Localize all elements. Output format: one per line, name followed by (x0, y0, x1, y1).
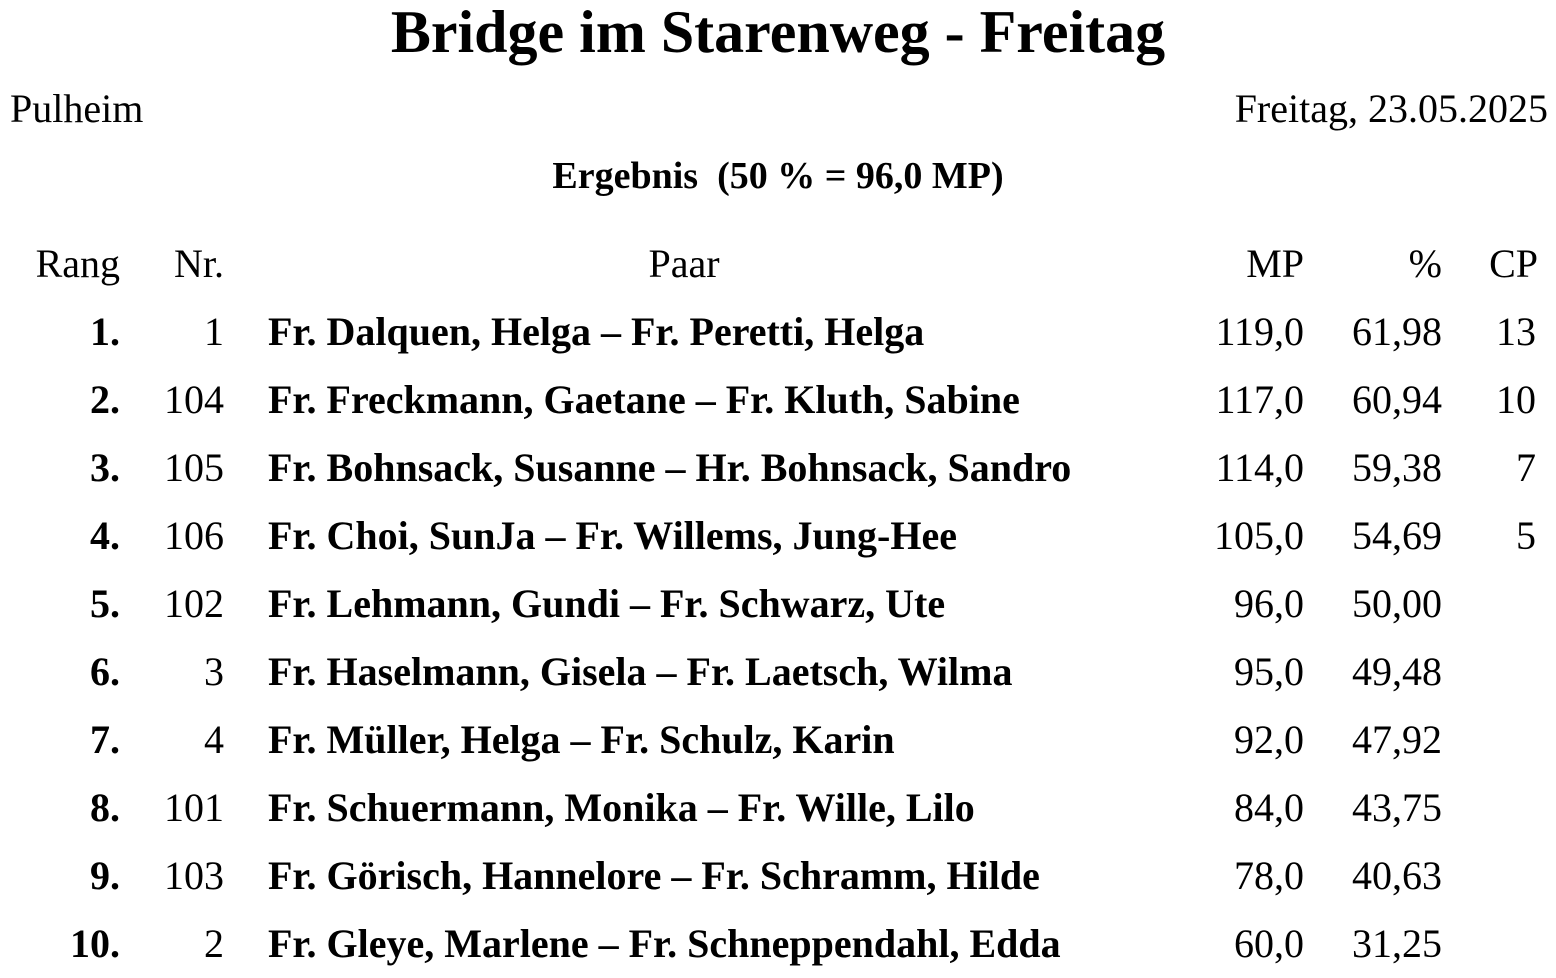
percent-cell: 50,00 (1352, 581, 1442, 626)
clubpoints-cell: 13 (1496, 309, 1536, 354)
matchpoints-cell: 96,0 (1234, 581, 1304, 626)
percent-cell: 47,92 (1352, 717, 1442, 762)
pair-number-cell: 2 (204, 921, 224, 966)
pair-names-cell: Fr. Gleye, Marlene – Fr. Schneppendahl, Edda (268, 921, 1061, 966)
rank-cell: 1. (90, 309, 120, 354)
percent-cell: 60,94 (1352, 377, 1442, 422)
matchpoints-cell: 95,0 (1234, 649, 1304, 694)
matchpoints-cell: 60,0 (1234, 921, 1304, 966)
result-subtitle: Ergebnis (50 % = 96,0 MP) (552, 155, 1004, 197)
pair-names-cell: Fr. Dalquen, Helga – Fr. Peretti, Helga (268, 309, 925, 354)
pair-names-cell: Fr. Freckmann, Gaetane – Fr. Kluth, Sabine (268, 377, 1020, 422)
matchpoints-cell: 117,0 (1215, 377, 1304, 422)
column-header-paar: Paar (648, 241, 720, 286)
rank-cell: 2. (90, 377, 120, 422)
page-title: Bridge im Starenweg - Freitag (390, 0, 1166, 65)
rank-cell: 5. (90, 581, 120, 626)
percent-cell: 54,69 (1352, 513, 1442, 558)
clubpoints-cell (1442, 910, 1556, 978)
percent-cell: 49,48 (1352, 649, 1442, 694)
matchpoints-cell: 114,0 (1215, 445, 1304, 490)
rank-cell: 6. (90, 649, 120, 694)
table-row (0, 774, 1556, 842)
rank-cell: 9. (90, 853, 120, 898)
clubpoints-cell: 5 (1516, 513, 1536, 558)
clubpoints-cell (1442, 774, 1556, 842)
table-row (0, 366, 1556, 434)
clubpoints-cell: 10 (1496, 377, 1536, 422)
date-label: Freitag, 23.05.2025 (1234, 86, 1548, 131)
table-row (0, 638, 1556, 706)
results-table (0, 230, 1556, 978)
pair-names-cell: Fr. Görisch, Hannelore – Fr. Schramm, Hilde (268, 853, 1040, 898)
pair-names-cell: Fr. Choi, SunJa – Fr. Willems, Jung-Hee (268, 513, 957, 558)
table-row (0, 842, 1556, 910)
pair-number-cell: 103 (164, 853, 224, 898)
results-body (0, 298, 1556, 978)
pair-names-cell: Fr. Haselmann, Gisela – Fr. Laetsch, Wilma (268, 649, 1013, 694)
column-header-nr: Nr. (174, 241, 224, 286)
pair-number-cell: 101 (164, 785, 224, 830)
table-row (0, 570, 1556, 638)
rank-cell: 10. (70, 921, 120, 966)
table-row (0, 910, 1556, 978)
rank-cell: 7. (90, 717, 120, 762)
table-row (0, 502, 1556, 570)
percent-cell: 40,63 (1352, 853, 1442, 898)
rank-cell: 3. (90, 445, 120, 490)
pair-names-cell: Fr. Bohnsack, Susanne – Hr. Bohnsack, Sandro (268, 445, 1072, 490)
column-header-cp: CP (1489, 241, 1538, 286)
clubpoints-cell (1442, 842, 1556, 910)
clubpoints-cell (1442, 706, 1556, 774)
clubpoints-cell: 7 (1516, 445, 1536, 490)
column-header-rang: Rang (35, 241, 120, 286)
column-header-mp: MP (1246, 241, 1304, 286)
matchpoints-cell: 84,0 (1234, 785, 1304, 830)
pair-names-cell: Fr. Müller, Helga – Fr. Schulz, Karin (268, 717, 895, 762)
percent-cell: 31,25 (1352, 921, 1442, 966)
table-header-row (0, 230, 1556, 298)
location-label: Pulheim (10, 86, 144, 131)
matchpoints-cell: 105,0 (1214, 513, 1304, 558)
matchpoints-cell: 92,0 (1234, 717, 1304, 762)
clubpoints-cell (1442, 638, 1556, 706)
table-row (0, 434, 1556, 502)
column-header-percent: % (1408, 241, 1442, 286)
percent-cell: 59,38 (1352, 445, 1442, 490)
rank-cell: 8. (90, 785, 120, 830)
table-row (0, 298, 1556, 366)
pair-number-cell: 102 (164, 581, 224, 626)
matchpoints-cell: 78,0 (1234, 853, 1304, 898)
table-row (0, 706, 1556, 774)
pair-number-cell: 1 (204, 309, 224, 354)
pair-number-cell: 106 (164, 513, 224, 558)
matchpoints-cell: 119,0 (1215, 309, 1304, 354)
pair-number-cell: 104 (164, 377, 224, 422)
pair-number-cell: 4 (204, 717, 224, 762)
pair-names-cell: Fr. Schuermann, Monika – Fr. Wille, Lilo (268, 785, 975, 830)
rank-cell: 4. (90, 513, 120, 558)
pair-names-cell: Fr. Lehmann, Gundi – Fr. Schwarz, Ute (268, 581, 946, 626)
pair-number-cell: 3 (204, 649, 224, 694)
clubpoints-cell (1442, 570, 1556, 638)
percent-cell: 61,98 (1352, 309, 1442, 354)
percent-cell: 43,75 (1352, 785, 1442, 830)
pair-number-cell: 105 (164, 445, 224, 490)
